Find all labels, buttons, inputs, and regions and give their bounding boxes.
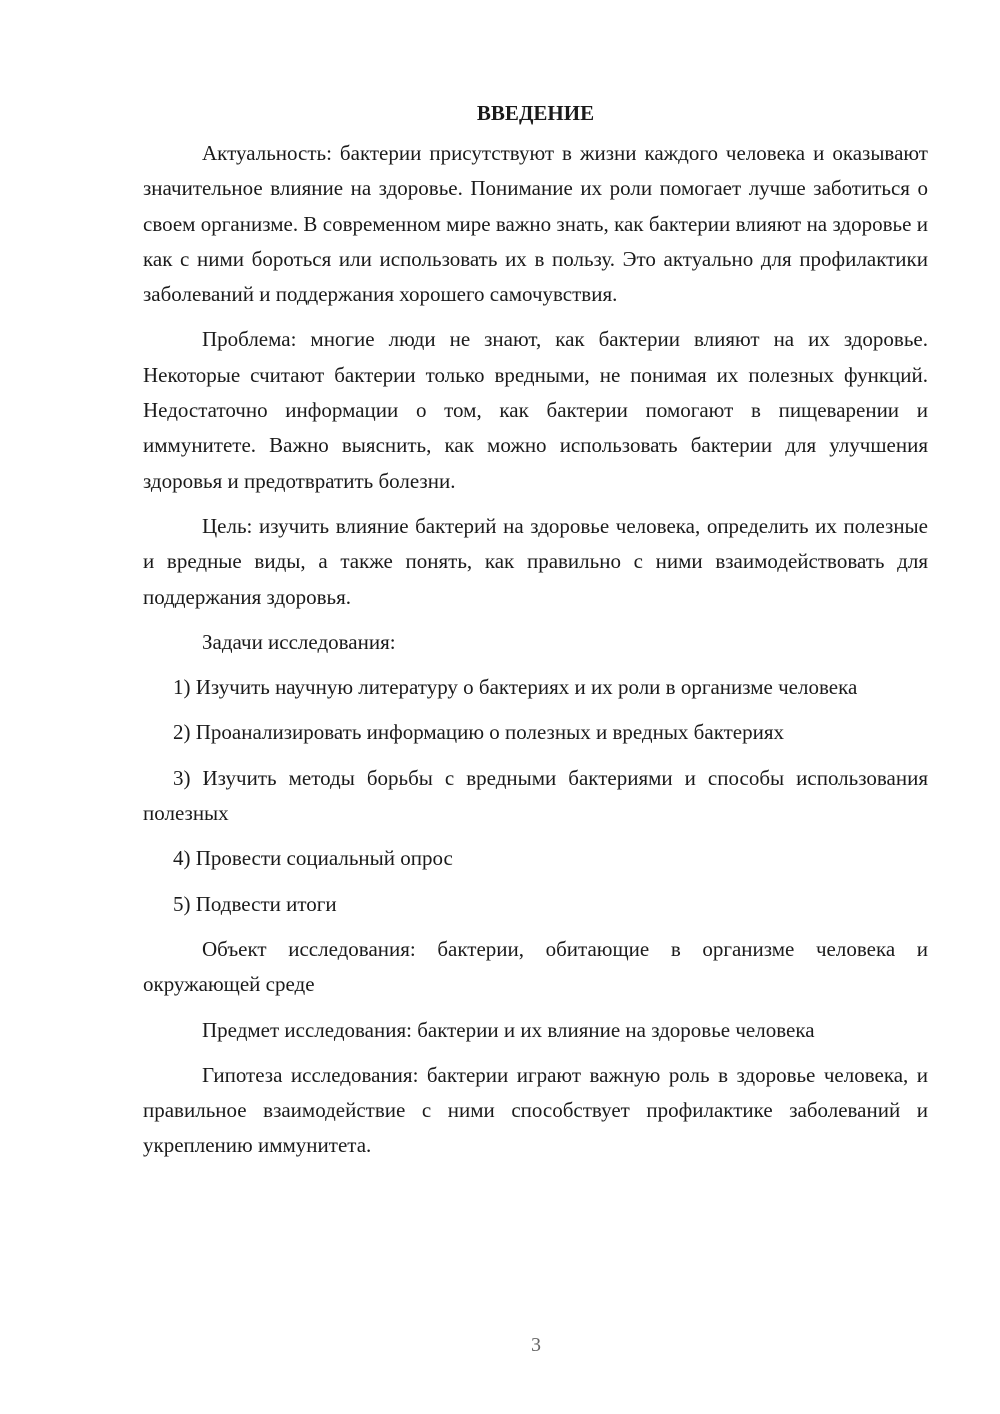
- problem-paragraph: Проблема: многие люди не знают, как бактерии влияют на их здоровье. Некоторые считают бактерии только вредными, не понимая их полезных функций. Недостаточно информации о том, как бактерии помогают в пищеварении и иммунитете. Важно выяснить, как можно использовать бактерии для улучшения здоровья и предотвратить болезни.: [143, 327, 928, 493]
- subject-paragraph: Предмет исследования: бактерии и их влияние на здоровье человека: [202, 1017, 815, 1042]
- tasks-heading: Задачи исследования:: [202, 629, 396, 654]
- task-item-1: 1) Изучить научную литературу о бактериях и их роли в организме человека: [173, 675, 858, 700]
- relevance-paragraph: Актуальность: бактерии присутствуют в жизни каждого человека и оказывают значительное влияние на здоровье. Понимание их роли помогает лучше заботиться о своем организме. В современном мире важно знать, как бактерии влияют на здоровье и как с ними бороться или использовать их в пользу. Это актуально для профилактики заболеваний и поддержания хорошего самочувствия.: [143, 141, 928, 307]
- hypothesis-paragraph: Гипотеза исследования: бактерии играют важную роль в здоровье человека, и правильное взаимодействие с ними способствует профилактике заболеваний и укреплению иммунитета.: [143, 1062, 928, 1158]
- task-item-2: 2) Проанализировать информацию о полезных и вредных бактериях: [173, 720, 785, 745]
- task-item-3: 3) Изучить методы борьбы с вредными бактериями и способы использования полезных: [143, 765, 928, 826]
- object-paragraph: Объект исследования: бактерии, обитающие в организме человека и окружающей среде: [143, 936, 928, 997]
- task-item-4: 4) Провести социальный опрос: [173, 846, 453, 871]
- section-title: ВВЕДЕНИЕ: [476, 101, 595, 125]
- goal-paragraph: Цель: изучить влияние бактерий на здоровье человека, определить их полезные и вредные виды, а также понять, как правильно с ними взаимодействовать для поддержания здоровья.: [143, 513, 928, 609]
- page-number: 3: [531, 1334, 541, 1356]
- document-page: [143, 96, 928, 1164]
- task-item-5: 5) Подвести итоги: [173, 891, 337, 916]
